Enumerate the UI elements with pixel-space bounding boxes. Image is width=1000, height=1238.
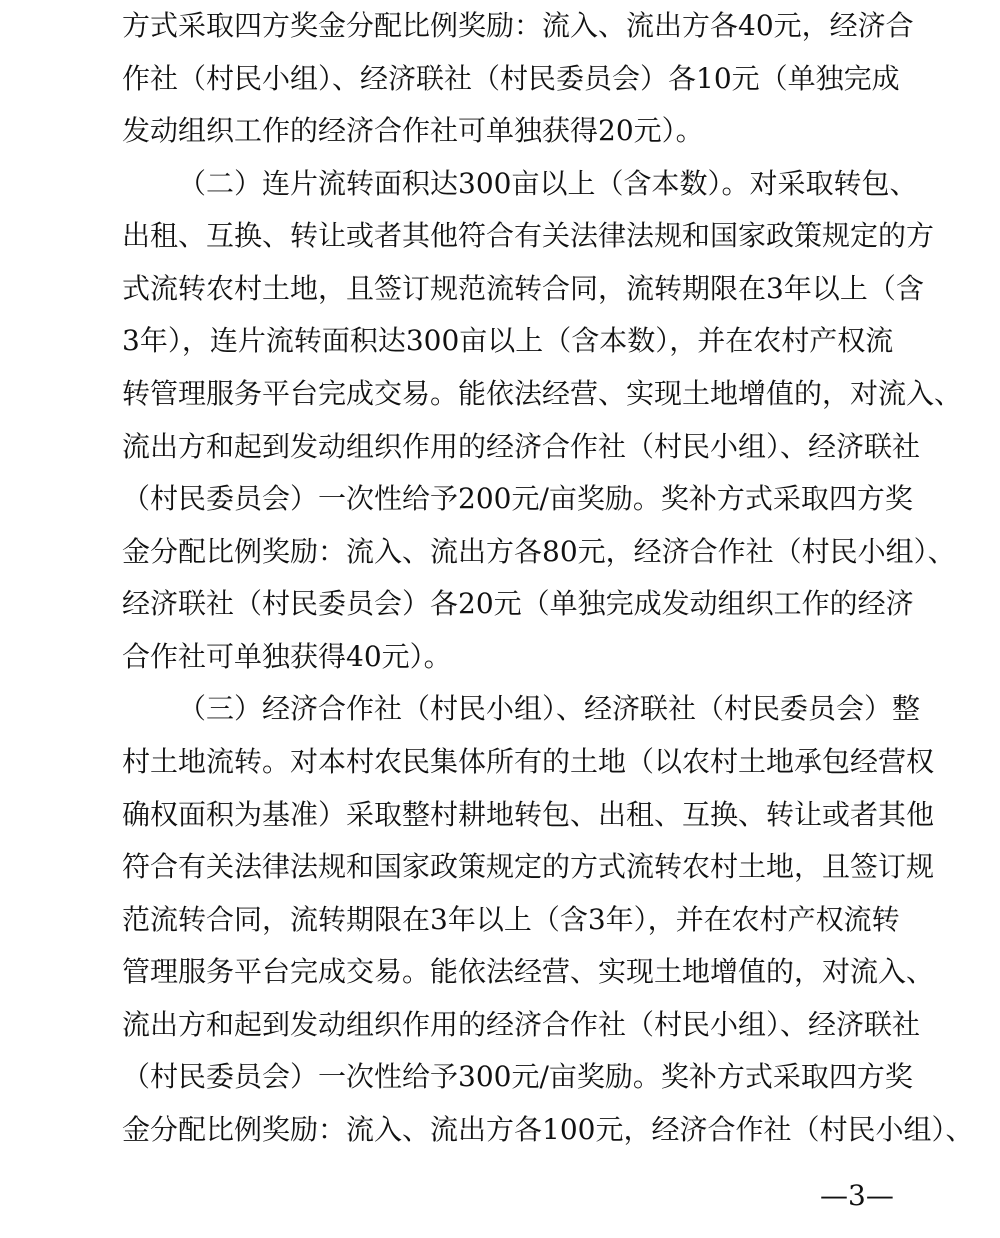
text-line-3: 发动组织工作的经济合作社可单独获得20元）。 [122,114,704,147]
text-line-4: （二）连片流转面积达300亩以上（含本数）。对采取转包、 [178,167,918,200]
text-line-8: 转管理服务平台完成交易。能依法经营、实现土地增值的，对流入、 [122,377,963,410]
text-line-18: 范流转合同，流转期限在3年以上（含3年），并在农村产权流转 [122,903,900,936]
text-line-1: 方式采取四方奖金分配比例奖励：流入、流出方各40元，经济合 [122,9,914,42]
text-line-20: 流出方和起到发动组织作用的经济合作社（村民小组）、经济联社 [122,1008,921,1041]
text-line-11: 金分配比例奖励：流入、流出方各80元，经济合作社（村民小组）、 [122,535,956,568]
text-line-5: 出租、互换、转让或者其他符合有关法律法规和国家政策规定的方 [122,219,935,252]
page-number: —3— [820,1179,894,1212]
text-line-6: 式流转农村土地，且签订规范流转合同，流转期限在3年以上（含 [122,272,924,305]
text-line-21: （村民委员会）一次性给予300元/亩奖励。奖补方式采取四方奖 [122,1060,913,1093]
text-line-2: 作社（村民小组）、经济联社（村民委员会）各10元（单独完成 [122,62,900,95]
text-line-12: 经济联社（村民委员会）各20元（单独完成发动组织工作的经济 [122,587,914,620]
text-line-15: 村土地流转。对本村农民集体所有的土地（以农村土地承包经营权 [122,745,935,778]
text-line-19: 管理服务平台完成交易。能依法经营、实现土地增值的，对流入、 [122,955,935,988]
text-line-7: 3年），连片流转面积达300亩以上（含本数），并在农村产权流 [122,324,894,357]
text-line-9: 流出方和起到发动组织作用的经济合作社（村民小组）、经济联社 [122,430,921,463]
text-line-13: 合作社可单独获得40元）。 [122,640,452,673]
text-line-17: 符合有关法律法规和国家政策规定的方式流转农村土地，且签订规 [122,850,935,883]
text-line-22: 金分配比例奖励：流入、流出方各100元，经济合作社（村民小组）、 [122,1113,974,1146]
text-line-16: 确权面积为基准）采取整村耕地转包、出租、互换、转让或者其他 [122,798,935,831]
text-line-14: （三）经济合作社（村民小组）、经济联社（村民委员会）整 [178,692,921,725]
text-line-10: （村民委员会）一次性给予200元/亩奖励。奖补方式采取四方奖 [122,482,913,515]
